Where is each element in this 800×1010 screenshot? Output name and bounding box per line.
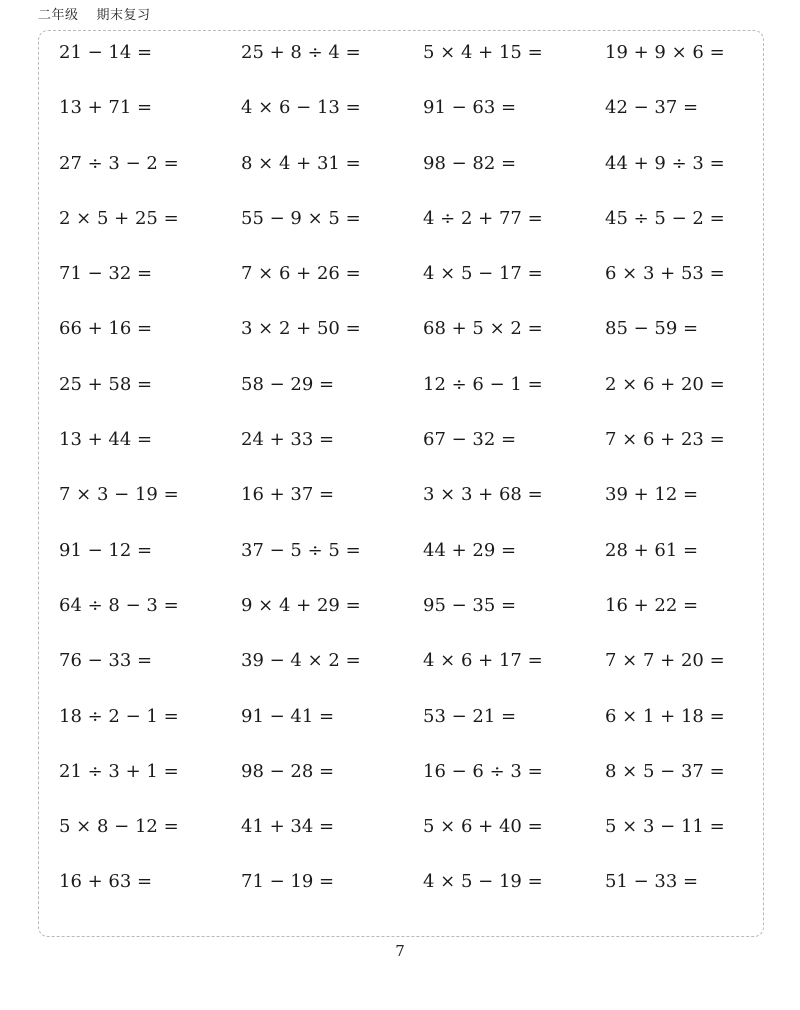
math-problem: 18 ÷ 2 − 1 = (59, 705, 179, 727)
math-problem: 5 × 6 + 40 = (423, 816, 543, 838)
math-problem: 8 × 4 + 31 = (241, 152, 361, 174)
grade-label: 二年级 (38, 8, 79, 23)
math-problem: 4 × 5 − 19 = (423, 871, 543, 893)
math-problem: 67 − 32 = (423, 429, 517, 451)
math-problem: 37 − 5 ÷ 5 = (241, 539, 361, 561)
math-problem: 4 × 6 − 13 = (241, 97, 361, 119)
math-problem: 91 − 12 = (59, 539, 153, 561)
math-problem: 6 × 1 + 18 = (605, 705, 725, 727)
math-problem: 53 − 21 = (423, 705, 517, 727)
math-problem: 13 + 44 = (59, 429, 153, 451)
page-number: 7 (395, 942, 405, 960)
math-problem: 21 ÷ 3 + 1 = (59, 760, 179, 782)
math-problem: 5 × 4 + 15 = (423, 42, 543, 63)
math-problem: 44 + 29 = (423, 539, 517, 561)
math-problem: 95 − 35 = (423, 594, 517, 616)
math-problem: 19 + 9 × 6 = (605, 42, 725, 63)
math-problem: 25 + 8 ÷ 4 = (241, 42, 361, 63)
math-problem: 28 + 61 = (605, 539, 699, 561)
math-problem: 4 × 5 − 17 = (423, 263, 543, 285)
math-problem: 5 × 8 − 12 = (59, 816, 179, 838)
math-problem: 9 × 4 + 29 = (241, 594, 361, 616)
math-problem: 12 ÷ 6 − 1 = (423, 373, 543, 395)
math-problem: 39 + 12 = (605, 484, 699, 506)
math-problem: 71 − 19 = (241, 871, 335, 893)
math-problem: 3 × 2 + 50 = (241, 318, 361, 340)
math-problem: 85 − 59 = (605, 318, 699, 340)
math-problem: 64 ÷ 8 − 3 = (59, 594, 179, 616)
math-problem: 42 − 37 = (605, 97, 699, 119)
page-header (38, 4, 151, 23)
math-problem: 4 × 6 + 17 = (423, 650, 543, 672)
math-problem: 25 + 58 = (59, 373, 153, 395)
math-problem: 76 − 33 = (59, 650, 153, 672)
math-problem: 2 × 6 + 20 = (605, 373, 725, 395)
worksheet-frame (38, 30, 764, 937)
math-problem: 16 + 37 = (241, 484, 335, 506)
math-problem: 2 × 5 + 25 = (59, 207, 179, 229)
math-problem: 16 − 6 ÷ 3 = (423, 760, 543, 782)
math-problem: 98 − 28 = (241, 760, 335, 782)
math-problem: 3 × 3 + 68 = (423, 484, 543, 506)
math-problem: 68 + 5 × 2 = (423, 318, 543, 340)
math-problem: 24 + 33 = (241, 429, 335, 451)
math-problem: 7 × 7 + 20 = (605, 650, 725, 672)
math-problem: 4 ÷ 2 + 77 = (423, 207, 543, 229)
math-problem: 66 + 16 = (59, 318, 153, 340)
math-problem: 5 × 3 − 11 = (605, 816, 725, 838)
math-problem: 8 × 5 − 37 = (605, 760, 725, 782)
math-problem: 21 − 14 = (59, 42, 153, 63)
math-problem: 39 − 4 × 2 = (241, 650, 361, 672)
math-problem: 6 × 3 + 53 = (605, 263, 725, 285)
math-problem: 98 − 82 = (423, 152, 517, 174)
math-problem: 16 + 22 = (605, 594, 699, 616)
problem-grid (59, 39, 759, 924)
math-problem: 41 + 34 = (241, 816, 335, 838)
math-problem: 45 ÷ 5 − 2 = (605, 207, 725, 229)
math-problem: 91 − 41 = (241, 705, 335, 727)
math-problem: 16 + 63 = (59, 871, 153, 893)
math-problem: 44 + 9 ÷ 3 = (605, 152, 725, 174)
math-problem: 7 × 6 + 26 = (241, 263, 361, 285)
math-problem: 27 ÷ 3 − 2 = (59, 152, 179, 174)
math-problem: 13 + 71 = (59, 97, 153, 119)
math-problem: 71 − 32 = (59, 263, 153, 285)
math-problem: 58 − 29 = (241, 373, 335, 395)
math-problem: 91 − 63 = (423, 97, 517, 119)
math-problem: 7 × 3 − 19 = (59, 484, 179, 506)
math-problem: 55 − 9 × 5 = (241, 207, 361, 229)
math-problem: 7 × 6 + 23 = (605, 429, 725, 451)
math-problem: 51 − 33 = (605, 871, 699, 893)
worksheet-title: 期末复习 (96, 8, 151, 23)
